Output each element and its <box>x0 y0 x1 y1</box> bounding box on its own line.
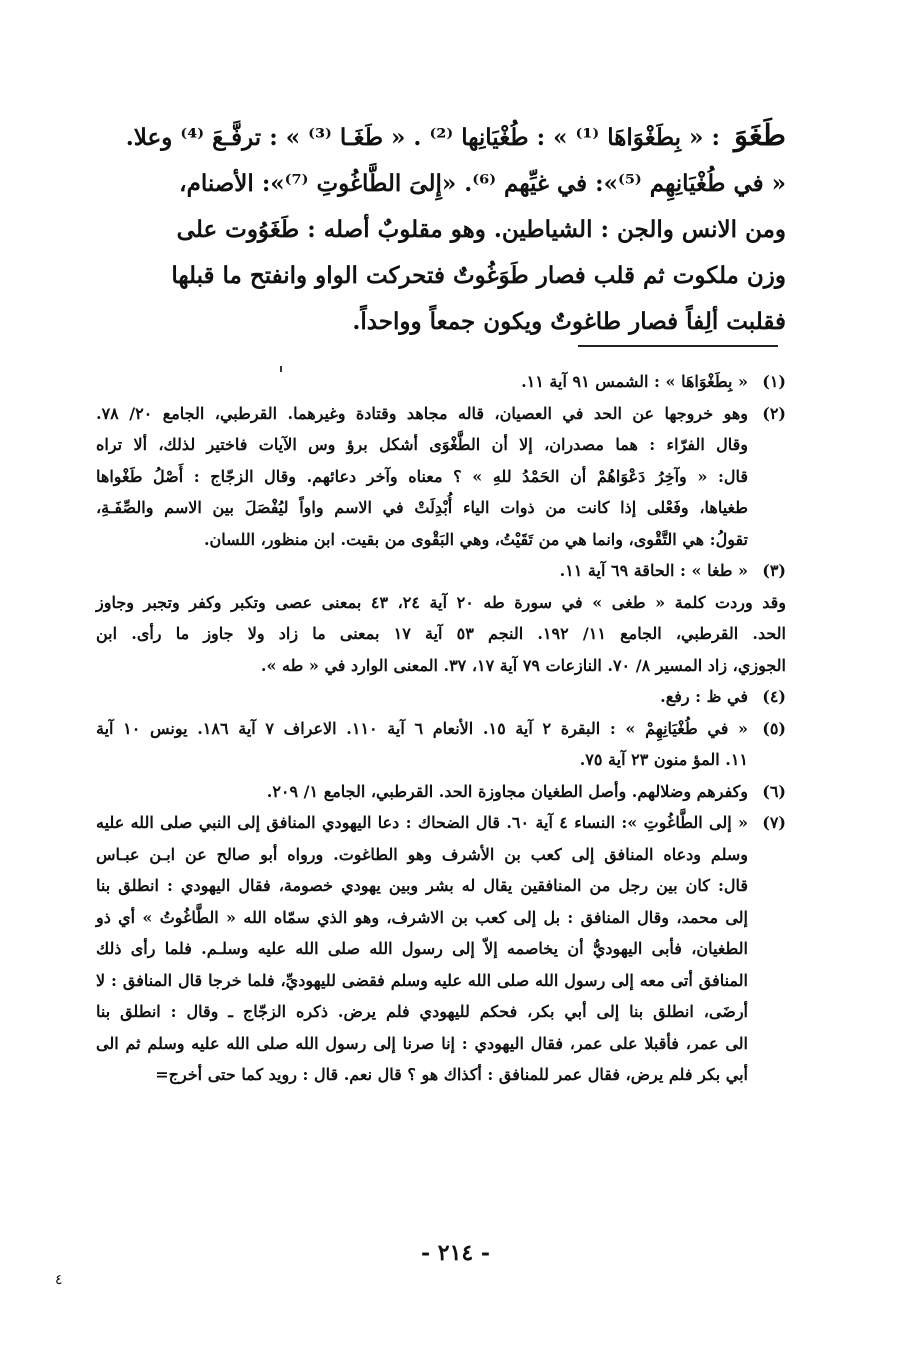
footnote-separator <box>578 345 778 347</box>
entry-line-1 <box>96 112 786 161</box>
entry-line-2: « في طُغْيَانِهِم ⁽⁵⁾»: في غيِّهم ⁽⁶⁾. «إِلىَ الطَّاغُوتِ ⁽⁷⁾»: الأصنام، <box>179 170 786 197</box>
footnote-number: (٢) <box>762 403 786 423</box>
footnote-body <box>96 776 748 808</box>
footnote-line: « في طُغْيَانِهِمْ » : البقرة ٢ آية ١٥. الأنعام ٦ آية ١١٠. الاعراف ٧ آية ١٨٦. يونس ١٠ آية <box>96 718 749 738</box>
footnote-7 <box>96 807 786 1091</box>
footnote-number: (٦) <box>762 781 786 801</box>
footnote-line: وهو خروجها عن الحد في العصيان، قاله مجاهد وقتادة وغيرهما. القرطبي، الجامع ٢٠/ ٧٨. <box>96 403 748 423</box>
footnote-line: وسلم ودعاه المنافق إلى كعب بن الأشرف وهو الطاغوت. ورواه أبو صالح عن ابـن عبـاس <box>96 844 748 864</box>
footnote-line: وقال الفرّاء : هما مصدران، إلا أن الطَّغْوَى أشكل برؤ وس الآيات فاختير لذلك، ألا تراه <box>96 435 748 454</box>
footnote-line: أرضَى، انطلق بنا إلى أبي بكر، فحكم لليهودي فلم يرض. ذكره الزجّاج ـ وقال : انطلق بنا <box>96 1002 748 1021</box>
footnote-line: « إلى الطَّاغُوتِ »: النساء ٤ آية ٦٠. قال الضحاك : دعا اليهودي المنافق إلى النبي صلى الله عليه <box>96 813 748 832</box>
footnote-line: الطغيان، فأبى اليهوديُّ أن يخاصمه إلاّ إلى رسول الله صلى الله عليه وسلـم. فلما رأى ذلك <box>96 939 749 958</box>
footnote-1 <box>96 366 786 398</box>
footnote-3 <box>96 555 786 587</box>
stray-mark: ٤ <box>55 1272 63 1288</box>
footnote-6 <box>96 776 786 808</box>
headword: طَغَوَ <box>733 118 786 152</box>
footnote-4 <box>96 681 786 713</box>
footnote-number: (٤) <box>762 687 786 706</box>
footnote-line: الى عمر، فأقبلا على عمر، فقال اليهودي : إنا صرنا إلى رسول الله صلى الله عليه وسلم ثم الى <box>96 1033 748 1053</box>
entry-line-3: ومن الانس والجن : الشياطين. وهو مقلوبٌ أصله : طَغَوُوت على <box>176 216 786 243</box>
footnote-body <box>96 398 748 556</box>
entry-line-5: فقلبت ألِفاً فصار طاغوتٌ ويكون جمعاً وواحداً. <box>352 308 786 335</box>
footnote-body <box>96 681 748 713</box>
footnote-line: المنافق أتى معه إلى رسول الله صلى الله عليه وسلم فقضى لليهوديِّ، فلما خرجا قال المنافق : لا <box>96 970 748 990</box>
footnote-body <box>96 555 748 587</box>
footnote-number: (٧) <box>762 813 786 832</box>
footnote-number: (٥) <box>762 718 786 738</box>
footnote-line: وكفرهم وضلالهم. وأصل الطغيان مجاوزة الحد. القرطبي، الجامع ١/ ٢٠٩. <box>266 781 748 801</box>
footnote-body <box>96 807 748 1091</box>
footnote-line: « بِطَغْوَاهَا » : الشمس ٩١ آية ١١. <box>521 372 748 391</box>
entry-line-1-text: : « بِطَغْوَاهَا ⁽¹⁾ » : طُغْيَانِها ⁽²⁾ . « طَغَـا ⁽³⁾ » : ترفَّـعَ ⁽⁴⁾ وعلا. <box>125 124 720 151</box>
footnote-line: الجوزي، زاد المسير ٨/ ٧٠. النازعات ٧٩ آية ١٧، ٣٧. المعنى الوارد في « طه ». <box>260 655 786 675</box>
footnote-line: قال: كان بين رجل من المنافقين يقال له بشر وبين يهودي خصومة، فقال اليهودي : انطلق بنا <box>96 876 748 895</box>
footnote-body <box>96 713 748 776</box>
footnote-line: تقولُ: هي التَّقْوى، وانما هي من تَقَيْتُ، وهي البَقْوى من بقيت. ابن منظور، اللسان. <box>203 529 748 549</box>
entry-line-4: وزن ملكوت ثم قلب فصار طَوَغُوتٌ فتحركت الواو وانفتح ما قبلها <box>171 262 786 289</box>
footnote-line: طغياها، وفَعْلى إذا كانت من ذوات الياء أُبْدِلَتْ في الاسم واواً ليُفْصَلَ بين الاسم والصِّفَـةِ، <box>96 498 748 517</box>
dictionary-entry <box>96 112 786 345</box>
footnote-line: الحد. القرطبي، الجامع ١١/ ١٩٢. النجم ٥٣ آية ١٧ بمعنى ما زاد ولا جاوز ما رأى. ابن <box>96 624 786 643</box>
footnote-2 <box>96 398 786 556</box>
footnote-number: (٣) <box>762 561 786 580</box>
footnote-line: إلى محمد، وقال المنافق : بل إلى كعب بن الاشرف، وهو الذي سمّاه الله « الطَّاغُوتُ » أي ذو <box>96 907 748 927</box>
footnote-5 <box>96 713 786 776</box>
footnotes <box>96 366 786 1091</box>
footnote-line: أبي بكر فلم يرض، فقال عمر للمنافق : أكذاك هو ؟ قال نعم. قال : رويد كما حتى أخرج= <box>155 1065 748 1084</box>
footnote-line: في ظ : رفع. <box>660 687 748 706</box>
footnote-number: (١) <box>762 372 786 391</box>
page-number: - ٢١٤ - <box>420 1240 491 1266</box>
footnote-body <box>96 366 748 398</box>
footnote-line: ١١. المؤ منون ٢٣ آية ٧٥. <box>579 750 748 769</box>
footnote-line: وقد وردت كلمة « طغى » في سورة طه ٢٠ آية ٢٤، ٤٣ بمعنى عصى وتكبر وكفر وتجبر وجاوز <box>96 592 787 612</box>
footnote-3-continuation <box>96 587 786 682</box>
footnote-line: « طغا » : الحاقة ٦٩ آية ١١. <box>559 561 748 580</box>
footnote-line: قال: « وآخِرُ دَعْوَاهُمْ أن الحَمْدُ للهِ » ؟ معناه وآخر دعائهم. وقال الزجّاج : أَصْلُ طَغْواها <box>96 466 748 486</box>
